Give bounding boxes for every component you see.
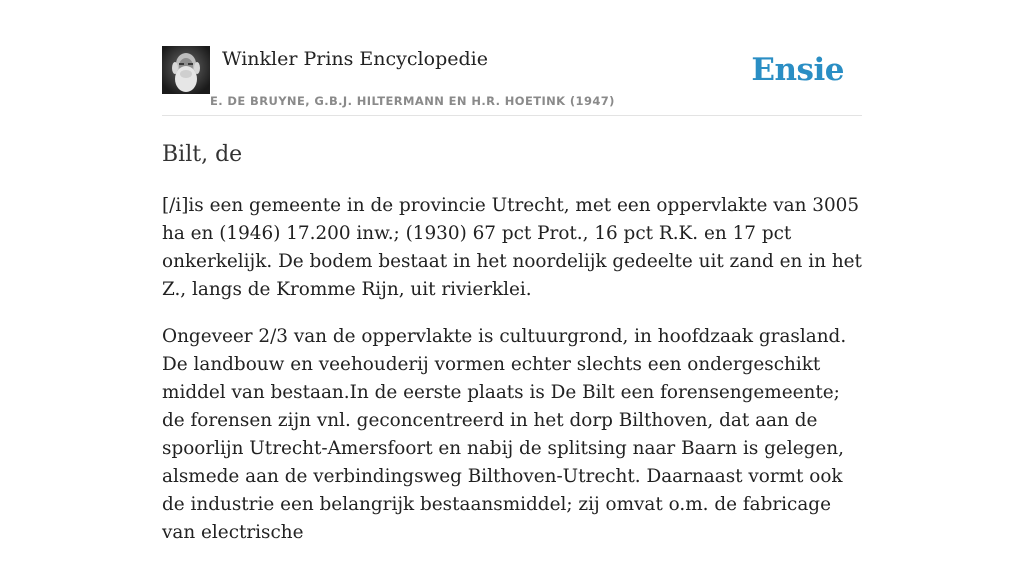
portrait-avatar-icon[interactable] bbox=[162, 46, 210, 94]
authors-byline: E. DE BRUYNE, G.B.J. HILTERMANN EN H.R. HOETINK (1947) bbox=[210, 94, 615, 108]
article-paragraph: Ongeveer 2/3 van de oppervlakte is cultuurgrond, in hoofdzaak grasland. De landbouw en veehouderij vormen echter slechts een ondergeschikt middel van bestaan.In de eerste plaats is De Bilt een forensengemeente; de forensen zijn vnl. geconcentreerd in het dorp Bilthoven, dat aan de spoorlijn Utrecht-Amersfoort en nabij de splitsing naar Baarn is gelegen, alsmede aan de verbindingsweg Bilthoven-Utrecht. Daarnaast vormt ook de industrie een belangrijk bestaansmiddel; zij omvat o.m. de fabricage van electrische bbox=[162, 326, 847, 543]
site-header bbox=[162, 46, 862, 116]
site-name[interactable]: Winkler Prins Encyclopedie bbox=[222, 48, 488, 70]
ensie-logo-link[interactable]: Ensie bbox=[751, 52, 844, 88]
article-title: Bilt, de bbox=[162, 142, 243, 167]
article-body bbox=[162, 192, 866, 566]
article-paragraph: [/i]is een gemeente in de provincie Utrecht, met een oppervlakte van 3005 ha en (1946) 17.200 inw.; (1930) 67 pct Prot., 16 pct R.K. en 17 pct onkerkelijk. De bodem bestaat in het noordelijk gedeelte uit zand en in het Z., langs de Kromme Rijn, uit rivierklei. bbox=[162, 195, 862, 300]
